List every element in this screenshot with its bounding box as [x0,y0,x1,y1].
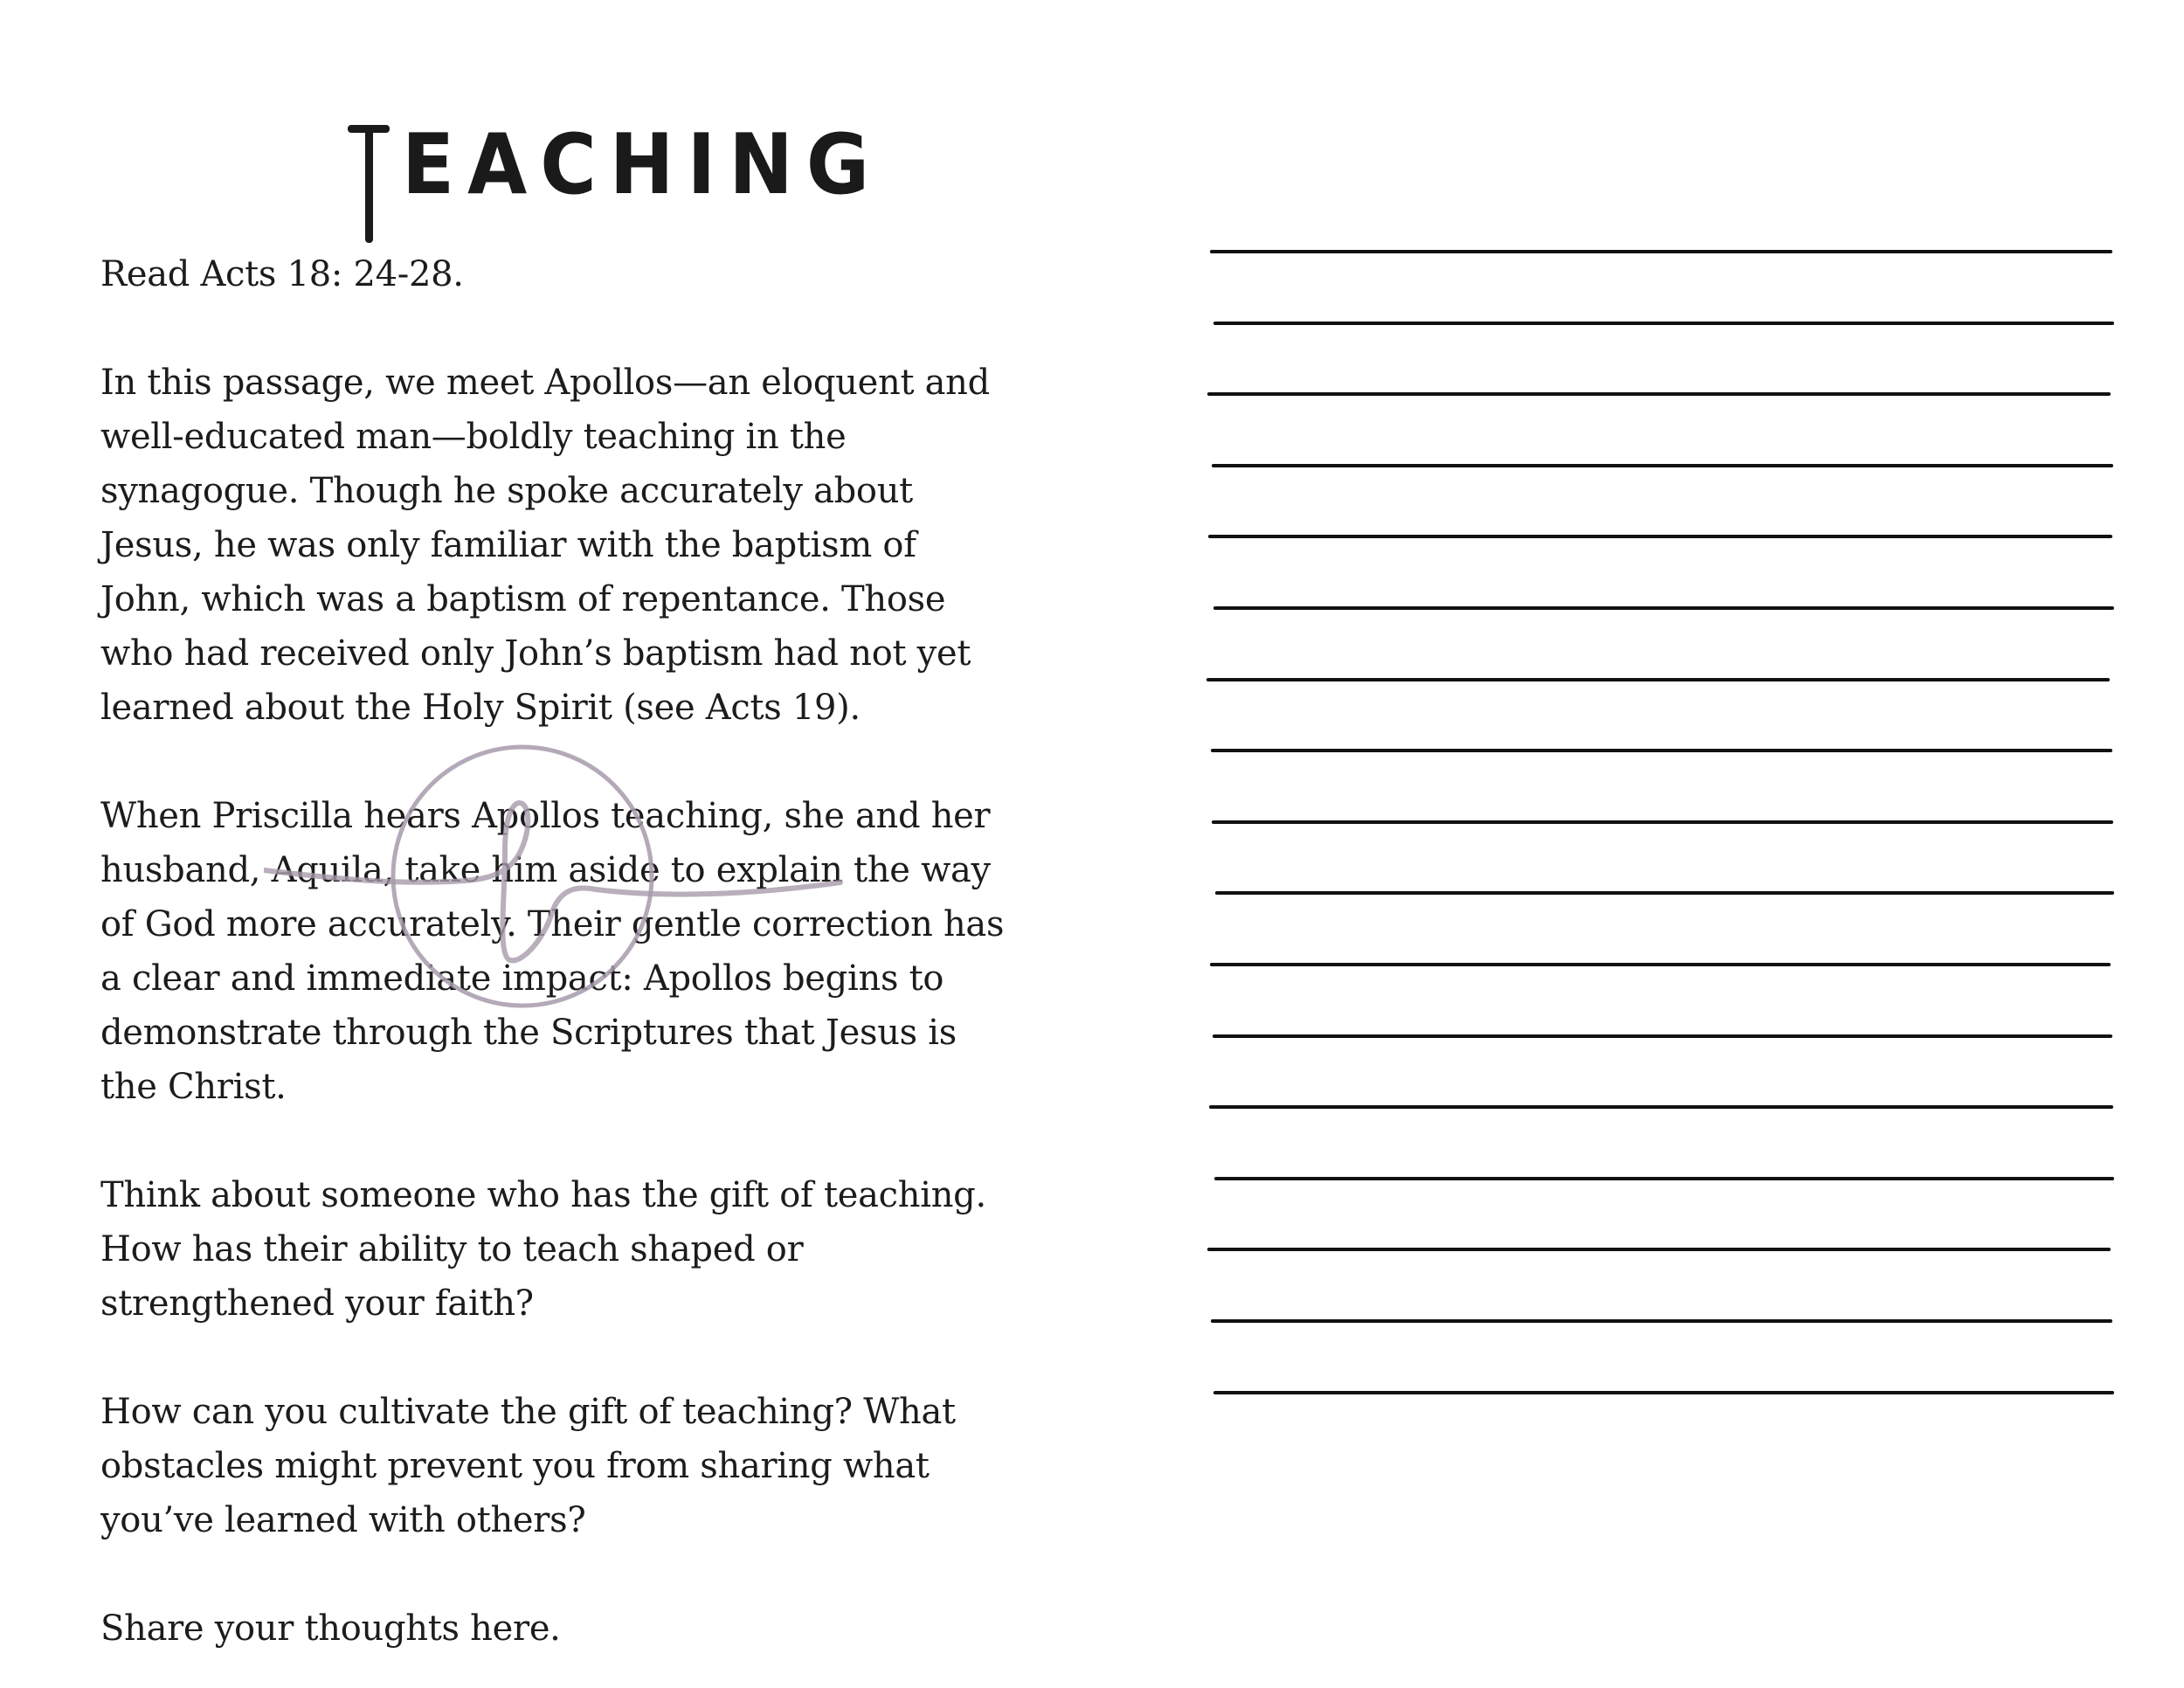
writing-line[interactable] [1213,1034,2112,1038]
writing-line[interactable] [1213,606,2114,610]
reflection-question-1: Think about someone who has the gift of teaching. How has their ability to teach shaped or strengthened your faith? [100,1175,986,1324]
title-initial-stem [365,125,373,243]
writing-line[interactable] [1210,250,2112,253]
reading-text [100,247,1018,1656]
page-title [348,116,882,256]
writing-line[interactable] [1215,891,2114,895]
writing-line[interactable] [1213,322,2114,325]
scripture-reference: Read Acts 18: 24-28. [100,254,464,294]
writing-line[interactable] [1214,1177,2114,1180]
writing-line[interactable] [1206,678,2110,681]
title-initial-letter [348,116,390,243]
writing-line[interactable] [1210,963,2111,966]
writing-line[interactable] [1212,464,2113,467]
share-prompt: Share your thoughts here. [100,1608,561,1649]
writing-line[interactable] [1207,1248,2111,1251]
paragraph-priscilla: When Priscilla hears Apollos teaching, she and her husband, Aquila, take him aside to explain the way of God more accurately. Their gentle correction has a clear and immediate impact: Apollos begins to demonstrate through the Scriptures that Jesus is the Christ. [100,796,1005,1107]
writing-line[interactable] [1212,820,2113,824]
writing-line[interactable] [1209,1105,2113,1109]
writing-line[interactable] [1211,1319,2112,1323]
writing-line[interactable] [1207,392,2111,396]
paragraph-apollos: In this passage, we meet Apollos—an eloquent and well-educated man—boldly teaching in the synagogue. Though he spoke accurately about Jesus, he was only familiar with the baptism of John, which was a baptism of repentance. Those who had received only John’s baptism had not yet learned about the Holy Spirit (see Acts 19). [100,363,990,728]
title-text: EACHING [402,115,883,214]
title-initial-text [348,116,349,117]
writing-line[interactable] [1208,535,2112,538]
reflection-question-2: How can you cultivate the gift of teaching? What obstacles might prevent you from sharing what you’ve learned with others? [100,1392,956,1540]
writing-line[interactable] [1211,749,2112,752]
writing-line[interactable] [1213,1391,2114,1394]
